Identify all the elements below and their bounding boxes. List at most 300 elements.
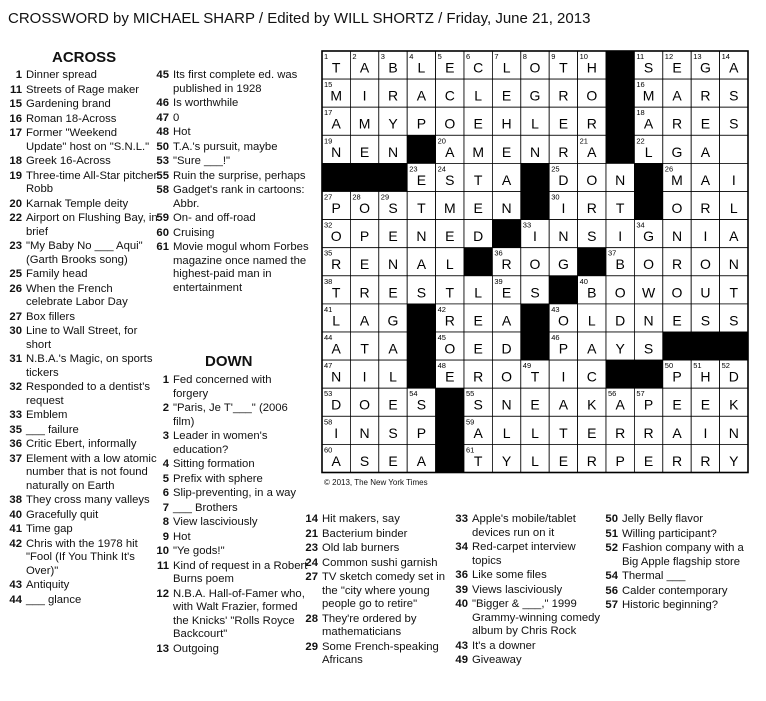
- down-clue[interactable]: [147, 502, 309, 516]
- across-clue[interactable]: [0, 523, 160, 537]
- grid-cell[interactable]: [578, 304, 606, 332]
- grid-cell[interactable]: [606, 304, 634, 332]
- grid-cell[interactable]: [663, 444, 691, 472]
- grid-cell[interactable]: [492, 276, 520, 304]
- grid-cell[interactable]: [379, 332, 407, 360]
- clue-text: TV sketch comedy set in the "city where young people go to retire": [322, 571, 446, 610]
- grid-cell[interactable]: [350, 388, 378, 416]
- grid-cell[interactable]: [492, 248, 520, 276]
- grid-cell[interactable]: [464, 388, 492, 416]
- grid-cell[interactable]: [436, 135, 464, 163]
- grid-cell[interactable]: [322, 248, 350, 276]
- grid-cell[interactable]: [521, 220, 549, 248]
- grid-cell[interactable]: [379, 276, 407, 304]
- grid-cell[interactable]: [407, 192, 435, 220]
- grid-cell[interactable]: [663, 135, 691, 163]
- grid-cell[interactable]: [606, 192, 634, 220]
- grid-cell[interactable]: [606, 416, 634, 444]
- grid-cell[interactable]: [720, 51, 748, 79]
- grid-cell[interactable]: [720, 163, 748, 191]
- across-clue[interactable]: [147, 212, 309, 226]
- grid-cell[interactable]: [492, 388, 520, 416]
- grid-cell[interactable]: [379, 304, 407, 332]
- grid-cell[interactable]: [407, 107, 435, 135]
- black-square: [634, 163, 662, 191]
- grid-cell[interactable]: [407, 163, 435, 191]
- down-clue[interactable]: [296, 557, 451, 571]
- grid-cell[interactable]: [350, 135, 378, 163]
- grid-cell[interactable]: [322, 220, 350, 248]
- grid-cell[interactable]: [720, 248, 748, 276]
- grid-cell[interactable]: [407, 79, 435, 107]
- grid-cell[interactable]: [322, 107, 350, 135]
- down-clue[interactable]: [296, 571, 451, 612]
- across-clue[interactable]: [0, 381, 160, 408]
- down-clue[interactable]: [147, 516, 309, 530]
- grid-cell[interactable]: [691, 360, 719, 388]
- down-clue[interactable]: [446, 654, 601, 668]
- grid-cell[interactable]: [407, 416, 435, 444]
- cell-number: 12: [664, 52, 674, 61]
- across-clue[interactable]: [0, 155, 160, 169]
- across-clue[interactable]: [0, 509, 160, 523]
- grid-cell[interactable]: [691, 163, 719, 191]
- grid-cell[interactable]: [436, 220, 464, 248]
- grid-cell[interactable]: [606, 220, 634, 248]
- down-clue[interactable]: [596, 542, 762, 569]
- grid-cell[interactable]: [407, 248, 435, 276]
- grid-cell[interactable]: [549, 79, 577, 107]
- down-clue[interactable]: [147, 643, 309, 657]
- grid-cell[interactable]: [492, 192, 520, 220]
- grid-cell[interactable]: [663, 163, 691, 191]
- grid-cell[interactable]: [492, 332, 520, 360]
- grid-cell[interactable]: [322, 444, 350, 472]
- grid-cell[interactable]: [663, 79, 691, 107]
- across-clue[interactable]: [0, 325, 160, 352]
- across-clue[interactable]: [147, 126, 309, 140]
- grid-cell[interactable]: [464, 79, 492, 107]
- grid-cell[interactable]: [464, 416, 492, 444]
- grid-cell[interactable]: [464, 163, 492, 191]
- down-clue[interactable]: [446, 640, 601, 654]
- grid-cell[interactable]: [549, 360, 577, 388]
- grid-cell[interactable]: [492, 135, 520, 163]
- grid-cell[interactable]: [578, 107, 606, 135]
- grid-cell[interactable]: [464, 135, 492, 163]
- grid-cell[interactable]: [521, 276, 549, 304]
- down-clue[interactable]: [596, 513, 762, 527]
- grid-cell[interactable]: [521, 416, 549, 444]
- grid-cell[interactable]: [720, 360, 748, 388]
- grid-cell[interactable]: [350, 51, 378, 79]
- across-clue[interactable]: [0, 494, 160, 508]
- across-clue[interactable]: [0, 127, 160, 154]
- across-clue[interactable]: [147, 112, 309, 126]
- grid-cell[interactable]: [634, 135, 662, 163]
- grid-cell[interactable]: [691, 276, 719, 304]
- grid-cell[interactable]: [350, 107, 378, 135]
- across-clue[interactable]: [0, 579, 160, 593]
- grid-cell[interactable]: [464, 360, 492, 388]
- across-clue[interactable]: [147, 141, 309, 155]
- cell-letter: E: [700, 115, 711, 132]
- grid-cell[interactable]: [436, 332, 464, 360]
- grid-cell[interactable]: [634, 444, 662, 472]
- grid-cell[interactable]: [492, 444, 520, 472]
- grid-cell[interactable]: [720, 107, 748, 135]
- cell-letter: N: [728, 424, 739, 441]
- across-clue[interactable]: [147, 155, 309, 169]
- grid-cell[interactable]: [464, 192, 492, 220]
- clue-number: 24: [305, 556, 318, 569]
- grid-cell[interactable]: [379, 360, 407, 388]
- black-square: [350, 163, 378, 191]
- grid-cell[interactable]: [720, 135, 748, 163]
- grid-cell[interactable]: [350, 360, 378, 388]
- across-clue[interactable]: [0, 283, 160, 310]
- grid-cell[interactable]: [521, 107, 549, 135]
- down-clue[interactable]: [147, 458, 309, 472]
- grid-cell[interactable]: [720, 276, 748, 304]
- clue-number: 15: [9, 98, 22, 110]
- grid-cell[interactable]: [606, 332, 634, 360]
- across-clue[interactable]: [0, 311, 160, 325]
- grid-cell[interactable]: [521, 248, 549, 276]
- grid-cell[interactable]: [379, 444, 407, 472]
- grid-cell[interactable]: [521, 444, 549, 472]
- across-clue[interactable]: [0, 212, 160, 239]
- grid-cell[interactable]: [492, 51, 520, 79]
- across-clue[interactable]: [0, 113, 160, 127]
- down-clue[interactable]: [296, 613, 451, 640]
- cell-letter: M: [358, 115, 371, 132]
- grid-cell[interactable]: [578, 135, 606, 163]
- grid-cell[interactable]: [549, 135, 577, 163]
- cell-letter: P: [615, 452, 625, 469]
- clue-text: 0: [173, 111, 180, 124]
- down-clue[interactable]: [147, 560, 309, 587]
- grid-cell[interactable]: [663, 388, 691, 416]
- grid-cell[interactable]: [379, 192, 407, 220]
- grid-cell[interactable]: [464, 276, 492, 304]
- grid-cell[interactable]: [322, 304, 350, 332]
- grid-cell[interactable]: [549, 192, 577, 220]
- grid-cell[interactable]: [606, 163, 634, 191]
- grid-cell[interactable]: [720, 192, 748, 220]
- across-clue[interactable]: [0, 453, 160, 494]
- down-clue[interactable]: [147, 531, 309, 545]
- grid-cell[interactable]: [436, 107, 464, 135]
- across-clue[interactable]: [0, 84, 160, 98]
- cell-letter: U: [700, 284, 711, 301]
- across-clue[interactable]: [0, 538, 160, 579]
- cell-letter: O: [444, 340, 456, 357]
- grid-cell[interactable]: [691, 135, 719, 163]
- grid-cell[interactable]: [322, 388, 350, 416]
- down-clue[interactable]: [147, 545, 309, 559]
- across-clue[interactable]: [147, 69, 309, 96]
- grid-cell[interactable]: [407, 388, 435, 416]
- grid-cell[interactable]: [634, 107, 662, 135]
- down-clue[interactable]: [446, 541, 601, 568]
- grid-cell[interactable]: [720, 388, 748, 416]
- grid-cell[interactable]: [691, 304, 719, 332]
- black-square: [322, 163, 350, 191]
- grid-cell[interactable]: [606, 276, 634, 304]
- grid-cell[interactable]: [578, 220, 606, 248]
- down-clue[interactable]: [147, 402, 309, 429]
- grid-cell[interactable]: [578, 276, 606, 304]
- grid-cell[interactable]: [322, 276, 350, 304]
- grid-cell[interactable]: [322, 51, 350, 79]
- grid-cell[interactable]: [436, 360, 464, 388]
- cell-number: 10: [579, 52, 588, 61]
- grid-cell[interactable]: [663, 416, 691, 444]
- across-clue[interactable]: [0, 198, 160, 212]
- across-clue[interactable]: [0, 424, 160, 438]
- cell-letter: A: [729, 228, 739, 245]
- grid-cell[interactable]: [350, 220, 378, 248]
- grid-cell[interactable]: [663, 304, 691, 332]
- grid-cell[interactable]: [379, 135, 407, 163]
- down-clue[interactable]: [147, 473, 309, 487]
- cell-letter: E: [558, 452, 569, 469]
- grid-cell[interactable]: [578, 79, 606, 107]
- grid-cell[interactable]: [663, 51, 691, 79]
- grid-cell[interactable]: [521, 51, 549, 79]
- grid-cell[interactable]: [322, 79, 350, 107]
- grid-cell[interactable]: [691, 220, 719, 248]
- across-clue[interactable]: [0, 353, 160, 380]
- grid-cell[interactable]: [720, 416, 748, 444]
- cell-letter: A: [700, 171, 711, 188]
- grid-cell[interactable]: [578, 444, 606, 472]
- clue-text: Apple's mobile/tablet devices run on it: [472, 513, 576, 539]
- grid-cell[interactable]: [464, 304, 492, 332]
- grid-cell[interactable]: [720, 304, 748, 332]
- grid-cell[interactable]: [464, 444, 492, 472]
- grid-cell[interactable]: [634, 220, 662, 248]
- grid-cell[interactable]: [492, 163, 520, 191]
- grid-cell[interactable]: [578, 51, 606, 79]
- down-clue[interactable]: [596, 570, 762, 584]
- grid-cell[interactable]: [379, 248, 407, 276]
- across-clue[interactable]: [0, 240, 160, 267]
- across-clue[interactable]: [0, 409, 160, 423]
- down-clue[interactable]: [596, 599, 762, 613]
- clue-text: Cruising: [173, 226, 215, 239]
- grid-cell[interactable]: [521, 360, 549, 388]
- grid-cell[interactable]: [691, 51, 719, 79]
- across-clue[interactable]: [0, 98, 160, 112]
- grid-cell[interactable]: [464, 107, 492, 135]
- grid-cell[interactable]: [436, 248, 464, 276]
- down-clue[interactable]: [296, 528, 451, 542]
- grid-cell[interactable]: [322, 135, 350, 163]
- grid-cell[interactable]: [492, 304, 520, 332]
- grid-cell[interactable]: [350, 304, 378, 332]
- grid-cell[interactable]: [407, 444, 435, 472]
- grid-cell[interactable]: [663, 192, 691, 220]
- grid-cell[interactable]: [663, 220, 691, 248]
- grid-cell[interactable]: [407, 276, 435, 304]
- grid-cell[interactable]: [549, 51, 577, 79]
- grid-cell[interactable]: [691, 444, 719, 472]
- clue-number: 40: [455, 598, 468, 610]
- grid-cell[interactable]: [379, 51, 407, 79]
- cell-letter: L: [531, 424, 539, 441]
- down-clue[interactable]: [296, 641, 451, 668]
- clue-text: ___ failure: [26, 423, 79, 436]
- grid-cell[interactable]: [578, 388, 606, 416]
- grid-cell[interactable]: [350, 332, 378, 360]
- grid-cell[interactable]: [436, 304, 464, 332]
- grid-cell[interactable]: [578, 163, 606, 191]
- across-clue[interactable]: [0, 69, 160, 83]
- across-clue[interactable]: [0, 594, 160, 608]
- crossword-grid[interactable]: [321, 50, 749, 478]
- down-clue[interactable]: [147, 487, 309, 501]
- grid-cell[interactable]: [549, 332, 577, 360]
- grid-cell[interactable]: [691, 248, 719, 276]
- grid-cell[interactable]: [691, 192, 719, 220]
- grid-cell[interactable]: [492, 79, 520, 107]
- grid-cell[interactable]: [492, 416, 520, 444]
- grid-cell[interactable]: [663, 107, 691, 135]
- cell-letter: E: [388, 284, 398, 301]
- cell-letter: A: [331, 340, 341, 357]
- grid-cell[interactable]: [691, 416, 719, 444]
- grid-cell[interactable]: [464, 220, 492, 248]
- grid-cell[interactable]: [606, 444, 634, 472]
- grid-cell[interactable]: [322, 416, 350, 444]
- down-clue[interactable]: [446, 598, 601, 639]
- grid-cell[interactable]: [322, 332, 350, 360]
- grid-cell[interactable]: [720, 79, 748, 107]
- grid-cell[interactable]: [634, 332, 662, 360]
- grid-cell[interactable]: [379, 79, 407, 107]
- down-clue[interactable]: [296, 513, 451, 527]
- grid-cell[interactable]: [492, 360, 520, 388]
- grid-cell[interactable]: [464, 332, 492, 360]
- grid-cell[interactable]: [634, 79, 662, 107]
- across-clue[interactable]: [147, 227, 309, 241]
- grid-cell[interactable]: [350, 444, 378, 472]
- grid-cell[interactable]: [663, 248, 691, 276]
- grid-cell[interactable]: [549, 416, 577, 444]
- down-clue[interactable]: [446, 569, 601, 583]
- grid-cell[interactable]: [720, 444, 748, 472]
- cell-letter: I: [703, 424, 708, 441]
- down-clue[interactable]: [147, 588, 309, 642]
- grid-cell[interactable]: [350, 248, 378, 276]
- across-clue[interactable]: [147, 170, 309, 184]
- grid-cell[interactable]: [350, 192, 378, 220]
- grid-cell[interactable]: [578, 360, 606, 388]
- grid-cell[interactable]: [379, 388, 407, 416]
- grid-cell[interactable]: [464, 51, 492, 79]
- grid-cell[interactable]: [634, 388, 662, 416]
- grid-cell[interactable]: [350, 416, 378, 444]
- cell-letter: Y: [729, 452, 739, 469]
- grid-cell[interactable]: [549, 388, 577, 416]
- grid-cell[interactable]: [549, 163, 577, 191]
- grid-cell[interactable]: [521, 135, 549, 163]
- grid-cell[interactable]: [436, 276, 464, 304]
- down-clue[interactable]: [596, 528, 762, 542]
- grid-cell[interactable]: [521, 79, 549, 107]
- grid-cell[interactable]: [379, 107, 407, 135]
- grid-cell[interactable]: [436, 79, 464, 107]
- down-clue[interactable]: [147, 374, 309, 401]
- grid-cell[interactable]: [578, 416, 606, 444]
- clue-text: Some French-speaking Africans: [322, 640, 439, 666]
- grid-cell[interactable]: [634, 248, 662, 276]
- across-clue[interactable]: [0, 438, 160, 452]
- down-clue[interactable]: [596, 585, 762, 599]
- grid-cell[interactable]: [549, 444, 577, 472]
- grid-cell[interactable]: [634, 304, 662, 332]
- grid-cell[interactable]: [578, 192, 606, 220]
- across-clue[interactable]: [0, 170, 160, 197]
- grid-cell[interactable]: [634, 416, 662, 444]
- grid-cell[interactable]: [663, 360, 691, 388]
- grid-cell[interactable]: [436, 51, 464, 79]
- grid-cell[interactable]: [492, 107, 520, 135]
- grid-cell[interactable]: [549, 220, 577, 248]
- grid-cell[interactable]: [606, 248, 634, 276]
- grid-cell[interactable]: [350, 276, 378, 304]
- grid-cell[interactable]: [407, 51, 435, 79]
- grid-cell[interactable]: [436, 163, 464, 191]
- grid-cell[interactable]: [663, 276, 691, 304]
- copyright: © 2013, The New York Times: [324, 478, 428, 487]
- grid-cell[interactable]: [634, 51, 662, 79]
- across-clue[interactable]: [147, 184, 309, 211]
- across-clue[interactable]: [0, 268, 160, 282]
- grid-cell[interactable]: [549, 107, 577, 135]
- grid-cell[interactable]: [521, 388, 549, 416]
- grid-cell[interactable]: [691, 388, 719, 416]
- grid-cell[interactable]: [322, 360, 350, 388]
- down-clue[interactable]: [296, 542, 451, 556]
- grid-cell[interactable]: [322, 192, 350, 220]
- down-clue[interactable]: [147, 430, 309, 457]
- grid-cell[interactable]: [549, 304, 577, 332]
- across-clue[interactable]: [147, 241, 309, 295]
- cell-letter: E: [473, 312, 483, 329]
- cell-number: 49: [522, 361, 532, 371]
- grid-cell[interactable]: [436, 192, 464, 220]
- down-clue[interactable]: [446, 513, 601, 540]
- clue-text: Kind of request in a Robert Burns poem: [173, 559, 308, 585]
- grid-cell[interactable]: [379, 416, 407, 444]
- grid-cell[interactable]: [350, 79, 378, 107]
- cell-letter: E: [473, 200, 483, 216]
- grid-cell[interactable]: [578, 332, 606, 360]
- down-clue[interactable]: [446, 584, 601, 598]
- grid-cell[interactable]: [549, 248, 577, 276]
- grid-cell[interactable]: [691, 107, 719, 135]
- grid-cell[interactable]: [720, 220, 748, 248]
- grid-cell[interactable]: [379, 220, 407, 248]
- grid-cell[interactable]: [691, 79, 719, 107]
- grid-cell[interactable]: [606, 388, 634, 416]
- grid-cell[interactable]: [407, 220, 435, 248]
- grid-cell[interactable]: [634, 276, 662, 304]
- across-clue[interactable]: [147, 97, 309, 111]
